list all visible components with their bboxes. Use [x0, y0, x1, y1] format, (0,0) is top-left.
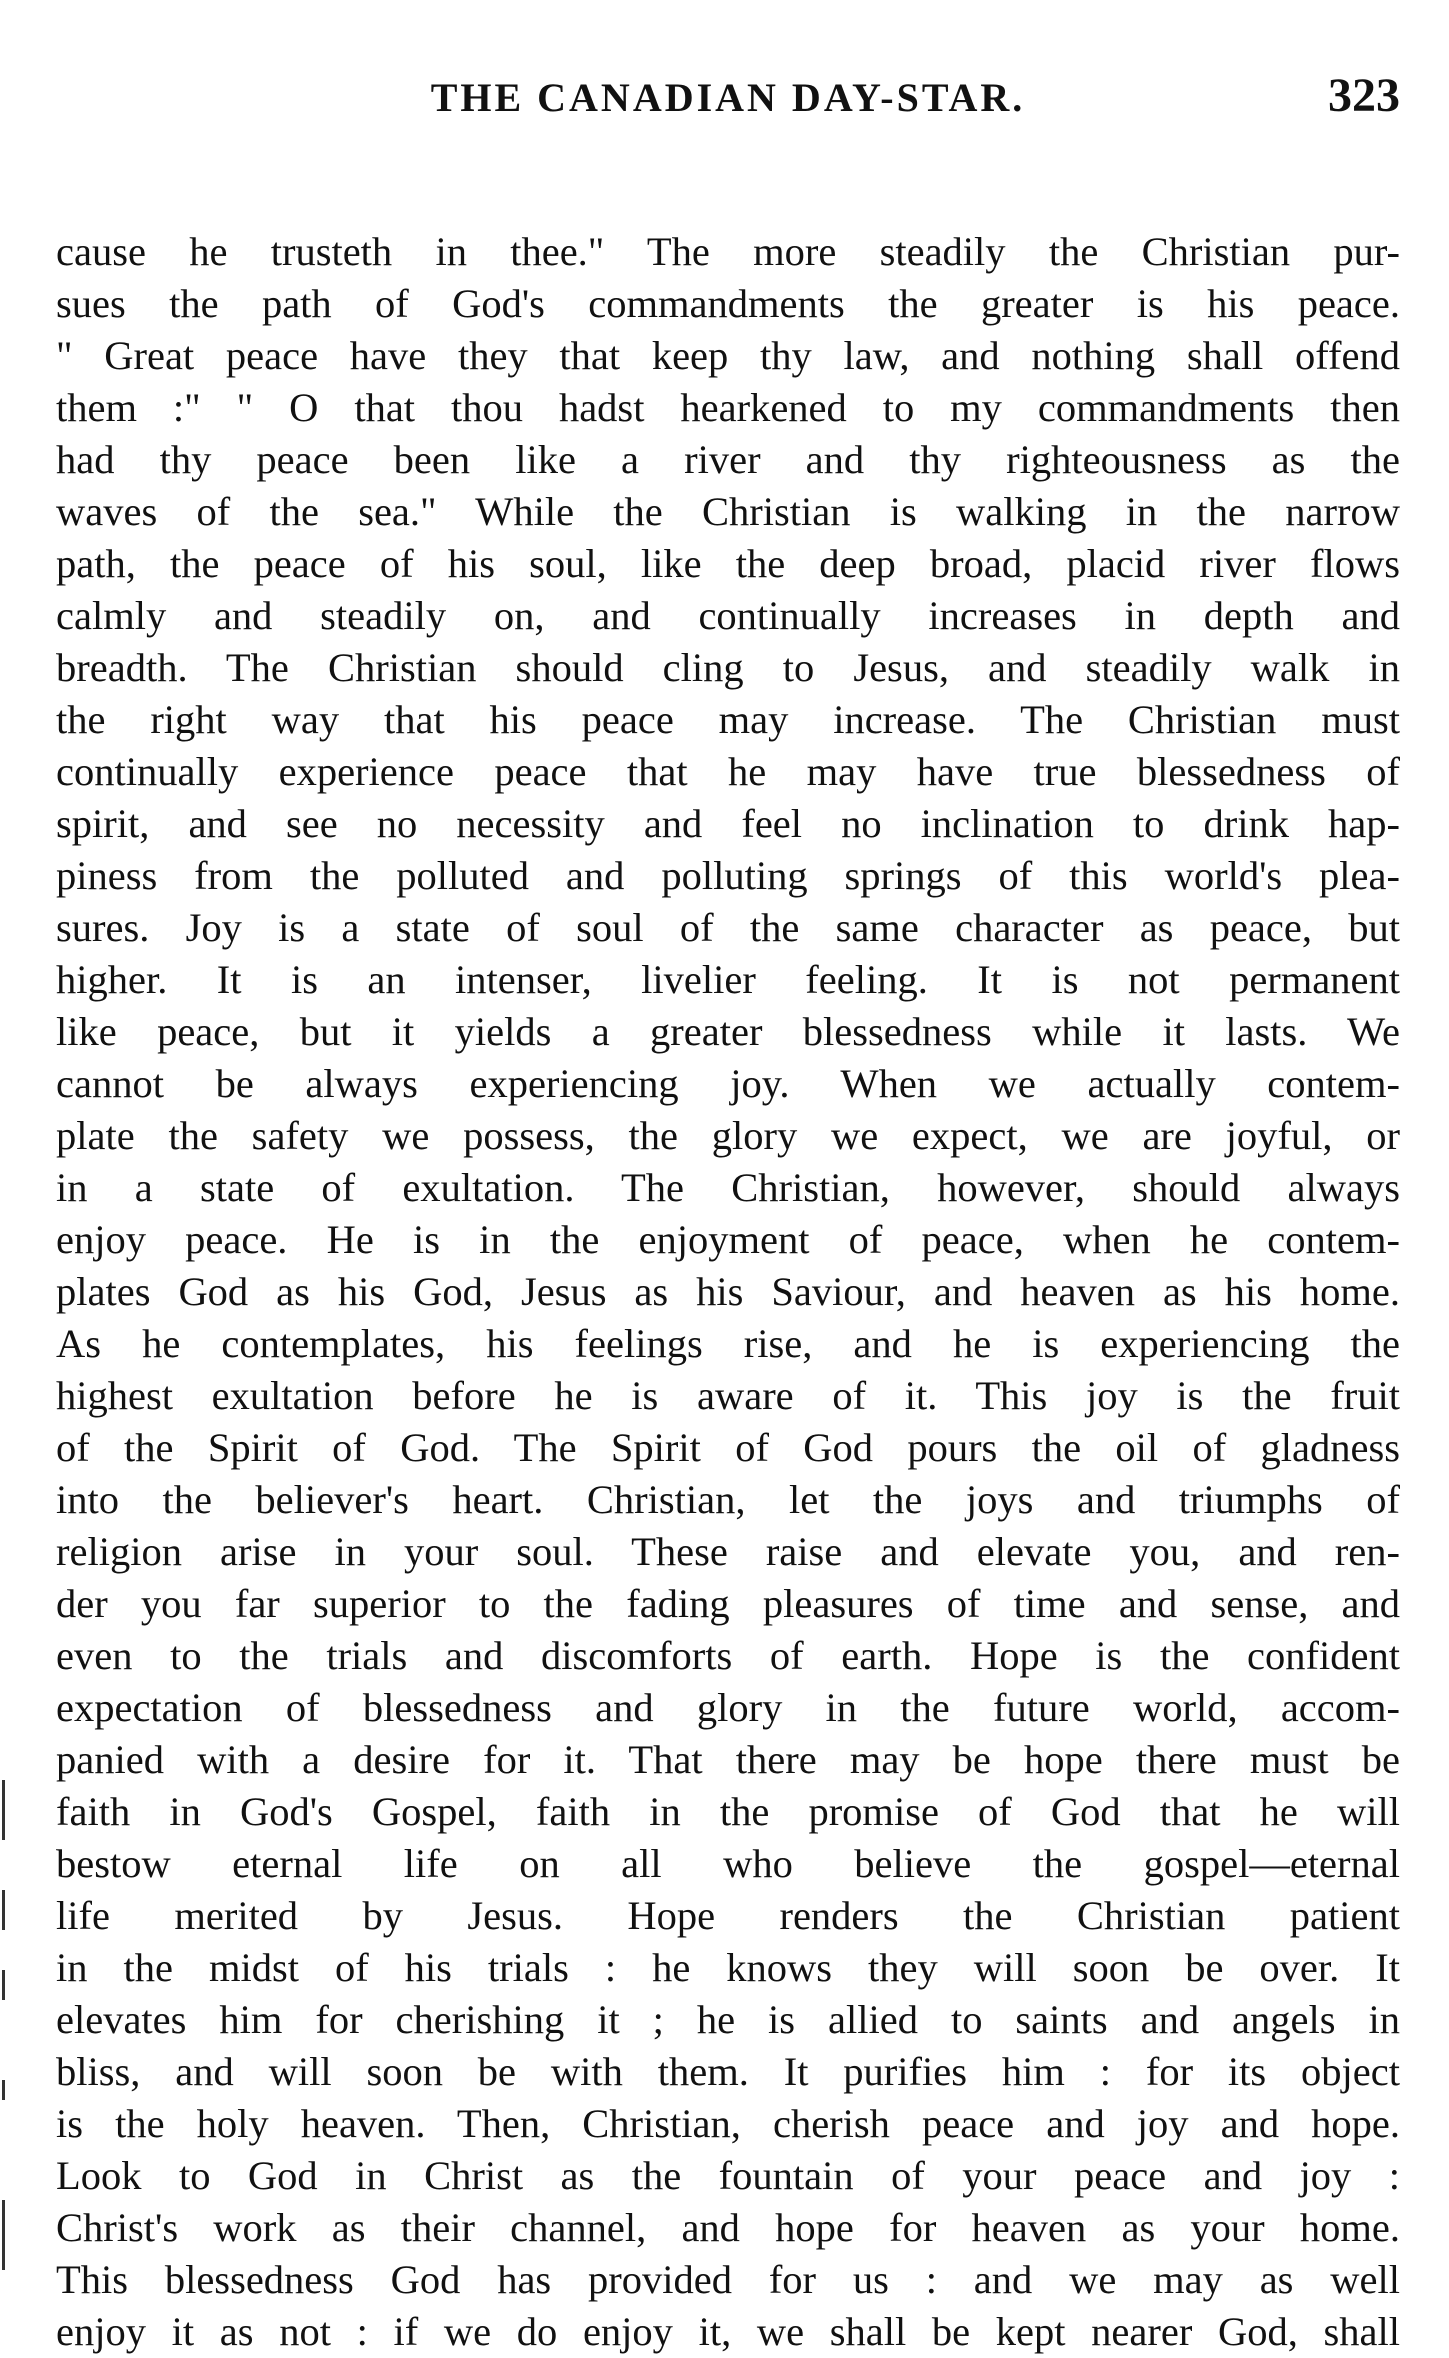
text-line: of the Spirit of God. The Spirit of God pours the oil of gladness: [56, 1425, 1400, 1470]
text-line: der you far superior to the fading pleasures of time and sense, and: [56, 1581, 1400, 1626]
text-line: As he contemplates, his feelings rise, and he is experiencing the: [56, 1321, 1400, 1366]
text-line: spirit, and see no necessity and feel no inclination to drink hap-: [56, 801, 1400, 846]
text-line: Christ's work as their channel, and hope for heaven as your home.: [56, 2205, 1400, 2250]
document-page: [56, 64, 1400, 2358]
text-line: Look to God in Christ as the fountain of your peace and joy :: [56, 2153, 1400, 2198]
text-line: enjoy it as not : if we do enjoy it, we shall be kept nearer God, shall: [56, 2309, 1400, 2354]
text-line: even to the trials and discomforts of earth. Hope is the confident: [56, 1633, 1400, 1678]
text-line: sures. Joy is a state of soul of the same character as peace, but: [56, 905, 1400, 950]
text-line: waves of the sea." While the Christian is walking in the narrow: [56, 489, 1400, 534]
text-line: sues the path of God's commandments the greater is his peace.: [56, 281, 1400, 326]
text-line: into the believer's heart. Christian, let the joys and triumphs of: [56, 1477, 1400, 1522]
text-line: plate the safety we possess, the glory we expect, we are joyful, or: [56, 1113, 1400, 1158]
text-line: in the midst of his trials : he knows they will soon be over. It: [56, 1945, 1400, 1990]
body-text: [56, 226, 1400, 2358]
text-line: cannot be always experiencing joy. When we actually contem-: [56, 1061, 1400, 1106]
text-line: bestow eternal life on all who believe the gospel—eternal: [56, 1841, 1400, 1886]
text-line: This blessedness God has provided for us : and we may as well: [56, 2257, 1400, 2302]
text-line: calmly and steadily on, and continually increases in depth and: [56, 593, 1400, 638]
text-line: the right way that his peace may increase. The Christian must: [56, 697, 1400, 742]
text-line: religion arise in your soul. These raise and elevate you, and ren-: [56, 1529, 1400, 1574]
text-line: had thy peace been like a river and thy righteousness as the: [56, 437, 1400, 482]
text-line: enjoy peace. He is in the enjoyment of peace, when he contem-: [56, 1217, 1400, 1262]
text-line: bliss, and will soon be with them. It purifies him : for its object: [56, 2049, 1400, 2094]
text-line: is the holy heaven. Then, Christian, cherish peace and joy and hope.: [56, 2101, 1400, 2146]
margin-marks: [0, 1780, 12, 2300]
text-line: in a state of exultation. The Christian, however, should always: [56, 1165, 1400, 1210]
running-title: THE CANADIAN DAY-STAR.: [430, 75, 1026, 120]
text-line: cause he trusteth in thee." The more steadily the Christian pur-: [56, 229, 1400, 274]
text-line: " Great peace have they that keep thy law, and nothing shall offend: [56, 333, 1400, 378]
page-number: 323: [1328, 69, 1400, 122]
page-header: [56, 64, 1400, 134]
text-line: them :" " O that thou hadst hearkened to my commandments then: [56, 385, 1400, 430]
text-line: breadth. The Christian should cling to Jesus, and steadily walk in: [56, 645, 1400, 690]
text-line: expectation of blessedness and glory in the future world, accom-: [56, 1685, 1400, 1730]
text-line: life merited by Jesus. Hope renders the Christian patient: [56, 1893, 1400, 1938]
text-line: path, the peace of his soul, like the deep broad, placid river flows: [56, 541, 1400, 586]
text-line: piness from the polluted and polluting springs of this world's plea-: [56, 853, 1400, 898]
text-line: faith in God's Gospel, faith in the promise of God that he will: [56, 1789, 1400, 1834]
text-line: panied with a desire for it. That there may be hope there must be: [56, 1737, 1400, 1782]
text-line: elevates him for cherishing it ; he is allied to saints and angels in: [56, 1997, 1400, 2042]
text-line: higher. It is an intenser, livelier feeling. It is not permanent: [56, 957, 1400, 1002]
text-line: like peace, but it yields a greater blessedness while it lasts. We: [56, 1009, 1400, 1054]
text-line: continually experience peace that he may have true blessedness of: [56, 749, 1400, 794]
text-line: highest exultation before he is aware of it. This joy is the fruit: [56, 1373, 1400, 1418]
text-line: plates God as his God, Jesus as his Saviour, and heaven as his home.: [56, 1269, 1400, 1314]
